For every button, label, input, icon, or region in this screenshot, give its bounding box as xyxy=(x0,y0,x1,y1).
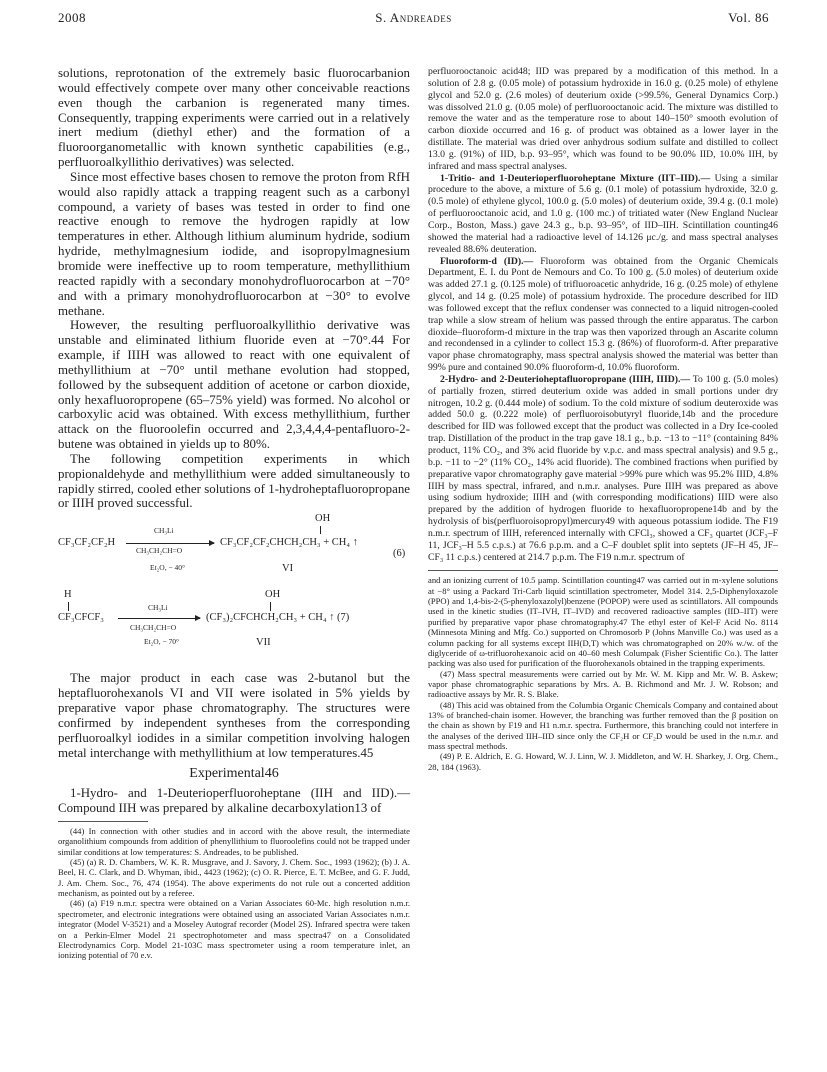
equation-number: (6) xyxy=(393,548,406,560)
footnote: (47) Mass spectral measurements were carried out by Mr. W. M. Kipp and Mr. W. B. Askew; vapor phase chromatographic separations by Mrs. A. B. Richmond and Mr. J. W. Robson; and radioactive assays by Mr. R. S. Blake. xyxy=(428,668,778,700)
reagent-label: CH₃Li xyxy=(148,603,168,613)
footnote: (46) (a) F19 n.m.r. spectra were obtained on a Varian Associates 60-Mc. high resolution n.m.r. spectrometer, and electronic integrations were obtained using an associated Varian Associates n.m.r. integrator (Model V-3521) and a Moseley Autograf recorder (Model 2S). Infrared spectra were taken on a Perkin-Elmer Model 21 spectrophotometer and mass spectra47 on a Consolidated Electrodynamics Corp. Model 21-103C mass spectrometer using a room temperature inlet, an ionizing potential of 70 e.v. xyxy=(58,898,410,961)
bond-line xyxy=(270,602,271,611)
volume-label: Vol. 86 xyxy=(728,10,769,25)
paragraph: The following competition experiments in which propionaldehyde and methyllithium were added simultaneously to rapidly stirred, cooled ether solutions of 1-hydroheptafluoropropane or IIIH proved successful. xyxy=(58,451,410,511)
paragraph: perfluorooctanoic acid48; IID was prepared by a modification of this method. In a solution of 2.8 g. (0.05 mole) of potassium hydroxide in 16.0 g. (0.25 mole) of ethylene glycol and 52.0 g. (2.6 moles) of deuterium oxide (>99.5%, General Dynamics Corp.) was dissolved 21.0 g. (0.05 mole) of perfluorooctanoic acid. The mixture was distilled to remove the water and as the temperature rose to about 140–150° smooth evolution of carbon dioxide occurred and 16 g. of product was obtained as a lower layer in the distillate. The material was dried over anhydrous sodium sulfate and distilled to collect 13.0 g. (91%) of IID, b.p. 93–95°, which was found to be 90.0% IID, 10.0% IIH, by infrared and mass spectral analyses. xyxy=(428,66,778,172)
hydrogen-label: H xyxy=(64,589,72,601)
footnote-rule xyxy=(428,570,778,571)
running-author: S. Andreades xyxy=(375,10,452,25)
paragraph: 1-Hydro- and 1-Deuterioperfluoroheptane (IIH and IID).— Compound IIH was prepared by alkaline decarboxylation13 of xyxy=(58,786,410,816)
page-header xyxy=(58,10,769,28)
bond-line xyxy=(320,526,321,534)
paragraph: Fluoroform-d (ID).— Fluoroform was obtained from the Organic Chemicals Department, E. I. du Pont de Nemours and Co. To 100 g. (5.0 moles) of deuterium oxide was added 27.1 g. (0.125 mole) of trifluoroacetic anhydride, 16 g. (0.25 mole) of ethylene glycol, and 14 g. (0.25 mole) of potassium hydroxide. The procedure described for IID was followed except that the reflux condenser was connected to a liquid nitrogen-cooled trap while a slow stream of helium was passed through the entire apparatus. The carbon dioxide–fluoroform-d mixture in the trap was then vaporized through an Ascarite column and recondensed in a cylinder to collect 15.3 g. (86%) of fluoroform-d. After preparative vapor phase chromatography, mass spectral analysis showed the material was better than 99% pure and contained 90.0% fluoroform-d, 10.0% fluoroform. xyxy=(428,255,778,374)
footnote: (45) (a) R. D. Chambers, W. K. R. Musgrave, and J. Savory, J. Chem. Soc., 1993 (1962); (b) J. A. Beel, H. C. Clark, and D. Whyman, ibid., 4423 (1962); (c) O. R. Pierce, E. T. McBee, and G. F. Judd, J. Am. Chem. Soc., 76, 474 (1954). The above experiments do not rule out a concerted addition mechanism, as pointed out by a referee. xyxy=(58,857,410,899)
reactant-formula: CF₃CFCF₃ xyxy=(58,612,104,624)
section-heading: Experimental46 xyxy=(189,766,279,782)
compound-label: VII xyxy=(256,637,271,649)
paragraph: 2-Hydro- and 2-Deuterioheptafluoropropane (IIIH, IIID).— To 100 g. (5.0 moles) of partially frozen, stirred deuterium oxide was added in small portions under dry nitrogen, 10.2 g. (0.444 mole) of sodium. To the cold mixture of sodium deuteroxide was added 50.0 g. (0.222 mole) of perfluoroisobutyryl fluoride,14b and the procedure described for IID was followed except that the product was collected in a Dry Ice-cooled trap. Distillation of the product in the trap gave 18.1 g., b.p. −13 to −11° (containing 84% product, 11% CO₂, and 3% acid fluoride by v.p.c. and mass spectral analysis) and 9.5 g., b.p. −11 to −2° (11% CO₂, 14% acid fluoride). The combined fractions when purified by preparative vapor chromatography gave material >99% pure which was 95.2% IIID, 4.8% IIIH by mass spectral, infrared, and n.m.r. analyses. Pure IIIH was prepared as above using sodium hydroxide; IIIH and (with corresponding modifications) IIID were also prepared by the addition of hydrogen fluoride to hexafluoropropene14b and by the hydrolysis of bis(perfluoroisopropyl)mercury49 with aqueous potassium iodide. The F19 n.m.r. spectrum of IIIH, referenced internally with CFCl₃, showed a CF₃ quartet (JCF₃–F 11, JCF₃–H 5.5 c.p.s.) at 76.6 p.p.m. and a C–F doublet split into septets (JF–H 45, JF–CF₃ 11 c.p.s.) centered at 214.7 p.p.m. The F19 n.m.r. spectrum of xyxy=(428,373,778,563)
hydroxyl-label: OH xyxy=(265,589,281,601)
reagent-label: CH₃CH₂CH=O xyxy=(130,623,177,633)
footnote-rule xyxy=(58,821,148,822)
reagent-label: CH₃Li xyxy=(154,526,174,536)
paragraph-title: Fluoroform-d (ID).— xyxy=(440,255,534,267)
hydroxyl-label: OH xyxy=(315,513,331,525)
product-formula: (CF₃)₂CFCHCH₂CH₃ + CH₄ ↑ (7) xyxy=(206,612,350,624)
reaction-arrow xyxy=(126,543,214,544)
footnote: (44) In connection with other studies and in accord with the above result, the intermediate organolithium compounds from addition of phenyllithium to fluoroolefins could not be trapped under similar conditions at low temperatures: S. Andreades, to be published. xyxy=(58,826,410,857)
footnote: (48) This acid was obtained from the Columbia Organic Chemicals Company and contained about 13% of branched-chain isomer. However, the branching was further removed than the β position on the chain as shown by F19 and H1 n.m.r. spectra. Furthermore, this branching could not interfere in the analyses of the derived IIH–IID since only the CF₂H or CF₂D would be used in the n.m.r. and mass spectral methods. xyxy=(428,699,778,751)
right-column xyxy=(428,66,778,772)
paragraph: Since most effective bases chosen to remove the proton from RfH would also rapidly attack a trapping reagent such as a carbonyl compound, a variety of bases was tested in order to find one reactive enough to remove the hydrogen rapidly at low temperatures in ether. Although lithium aluminum hydride, sodium hydride, methylmagnesium iodide, and isopropylmagnesium bromide were ineffective up to room temperature, methyllithium reacted rapidly with a secondary monohydrofluorocarbon at −70° and with a primary monohydrofluorocarbon at −30° to evolve methane. xyxy=(58,169,410,318)
reaction-scheme xyxy=(58,513,410,667)
paragraph: solutions, reprotonation of the extremely basic fluorocarbanion would effectively compete over many other conceivable reactions even though the carbanion is regenerated many times. Consequently, trapping experiments were carried out in a relatively inert medium (diethyl ether) and the formation of a fluoroorganometallic with known synthetic capabilities (e.g., perfluoroalkyllithio derivatives) was selected. xyxy=(58,66,410,170)
reaction-arrow xyxy=(118,618,200,619)
paragraph-title: 2-Hydro- and 2-Deuterioheptafluoropropane (IIIH, IIID).— xyxy=(440,373,691,385)
left-column xyxy=(58,66,410,961)
reagent-label: CH₃CH₂CH=O xyxy=(136,546,183,556)
paragraph-title: 1-Tritio- and 1-Deuterioperfluoroheptane Mixture (IIT–IID).— xyxy=(440,172,711,184)
page-number: 2008 xyxy=(58,10,86,25)
paragraph: However, the resulting perfluoroalkyllithio derivative was unstable and eliminated lithium fluoride even at −70°.44 For example, if IIIH was allowed to react with one equivalent of methyllithium at −70° until methane evolution had stopped, followed by the subsequent addition of acetone or carbon dioxide, only hexafluoropropene (65–75% yield) was formed. No alcohol or carboxylic acid was obtained. With excess methyllithium, further attack on the fluoroolefin occurred and 2,3,4,4,4-pentafluoro-2-butene was obtained in yields up to 80%. xyxy=(58,318,410,452)
product-formula: CF₃CF₂CF₂CHCH₂CH₃ + CH₄ ↑ xyxy=(220,537,358,549)
reactant-formula: CF₃CF₂CF₂H xyxy=(58,537,116,549)
bond-line xyxy=(68,602,69,611)
footnote: and an ionizing current of 10.5 μamp. Scintillation counting47 was carried out in m-xylene solutions at −8° using a Packard Tri-Carb liquid scintillation spectrometer, Model 314. 2,5-Diphenyloxazole (PPO) and 1,4-bis-2-(5-phenyloxazolyl)benzene (POPOP) were used as scintillators. All compounds used in the kinetic studies (IT–IVH, IT–IVD) and recovered radioactive samples (IID–IIT) were purified by preparative vapor phase chromatography.47 The ethyl ester of Kel-F Acid No. 8114 (Minnesota Mining and Mfg. Co.) supported on Chromosorb P (Johns Manville Co.) was used as a column packing for all systems except IIH(D,T) which was chromatographed on 20% w./w. of the diglyceride of ω-trifluorohexanoic acid on 40–60 mesh Columpak (Fisher Scientific Co.). The latter packing was also used for purification of the fluorohexanols obtained in the trapping experiments. xyxy=(428,575,778,669)
condition-label: Et₂O, − 40° xyxy=(150,563,186,573)
compound-label: VI xyxy=(282,563,294,575)
footnote: (49) P. E. Aldrich, E. G. Howard, W. J. Linn, W. J. Middleton, and W. H. Sharkey, J. Org. Chem., 28, 184 (1963). xyxy=(428,751,778,772)
paragraph: 1-Tritio- and 1-Deuterioperfluoroheptane Mixture (IIT–IID).— Using a similar procedure to the above, a mixture of 5.6 g. (0.1 mole) of potassium hydroxide, 32.0 g. (0.5 mole) of ethylene glycol, 100.0 g. (5.0 moles) of deuterium oxide, 39.4 g. (0.1 mole) of perfluorooctanoic acid, and 1.0 g. (100 mc.) of tritiated water (New England Nuclear Corp., Boston, Mass.) gave 24.3 g., b.p. 93–95°, of IID–IIH. Scintillation counting46 showed the material had a radioactive level of 14.126 μc./g. and mass spectral analyses revealed 88.6% deuteration. xyxy=(428,172,779,255)
condition-label: Et₂O, − 70° xyxy=(144,637,180,647)
paragraph: The major product in each case was 2-butanol but the heptafluorohexanols VI and VII were isolated in 5% yields by preparative vapor phase chromatography. The structures were confirmed by independent syntheses from the corresponding perfluoroalkyl iodides in a similar competition involving halogen metal interchange with methyllithium at low temperatures.45 xyxy=(58,671,410,760)
